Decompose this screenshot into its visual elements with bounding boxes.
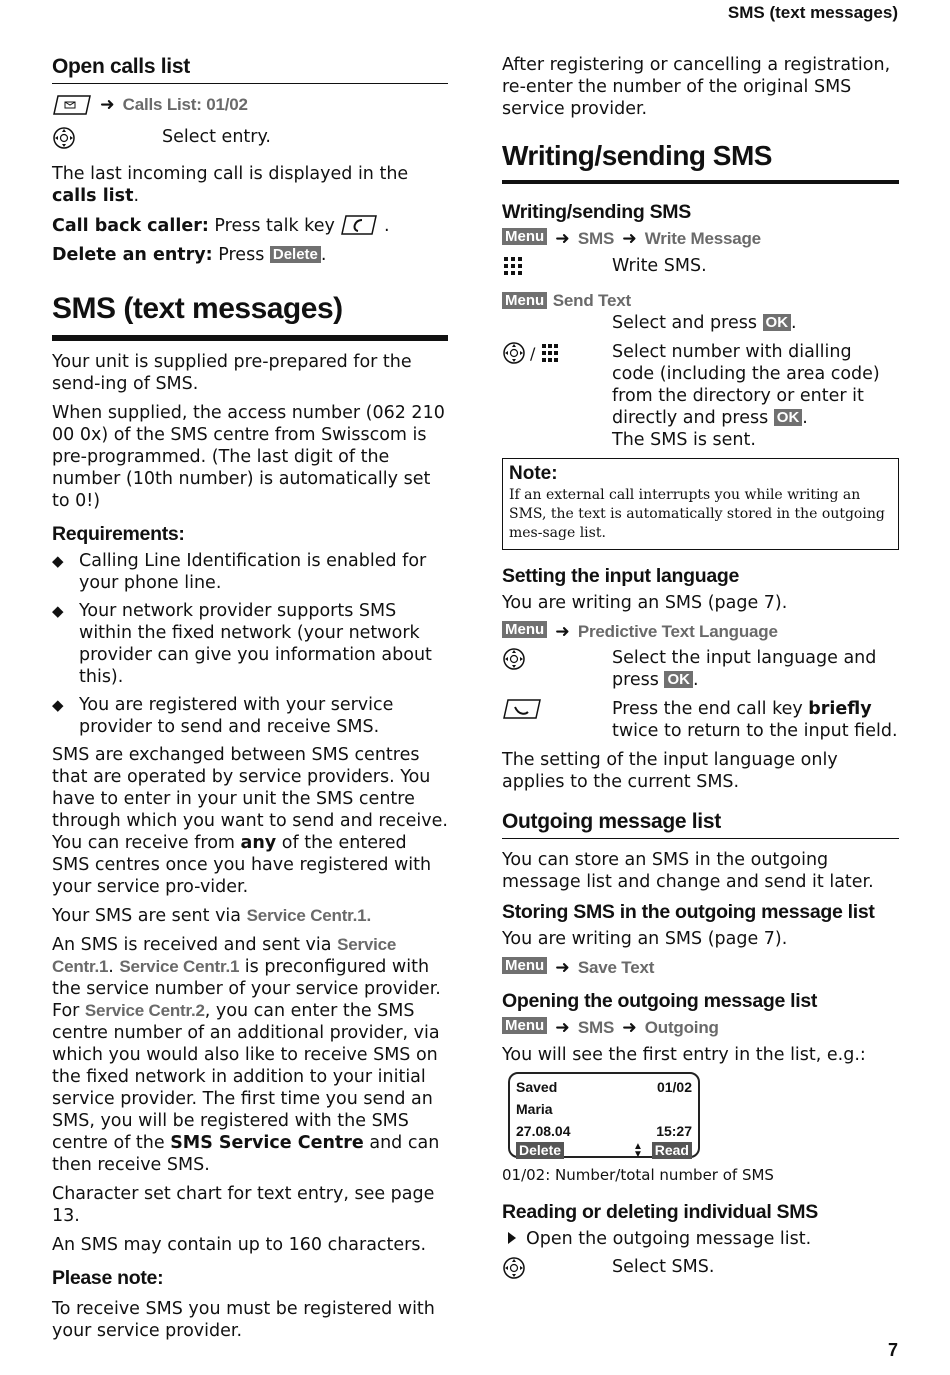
calls-list-menu-item: Calls List: 01/02 [122,95,248,114]
select-language-row: Select the input language and press OK . [502,647,899,691]
input-language-heading: Setting the input language [502,565,740,587]
menu-softkey: Menu [502,957,547,974]
right-column [502,54,899,1293]
outgoing-intro: You can store an SMS in the outgoing message list and change and send it later. [502,850,874,892]
requirements-list [52,550,448,738]
step-triangle-icon [508,1232,516,1244]
list-item: ◆ Your network provider supports SMS within the fixed network (your network provider can give you information about this). [52,600,448,688]
end-call-text-end: twice to return to the input field. [612,721,898,741]
please-note-text: To receive SMS you must be registered with your service provider. [52,1299,435,1341]
control-or-keypad-icon [502,341,612,371]
arrow-icon: ➜ [622,229,637,249]
any-term: any [240,833,277,853]
calls-menu-path [52,94,448,122]
sms-exchange-text: SMS are exchanged between SMS centres that are operated by service providers. You have to enter in your unit the SMS centre through which you want to send and receive. You can receive from [52,745,448,853]
arrow-icon: ➜ [555,1018,570,1038]
display-read-softkey: Read [652,1142,692,1159]
outgoing-menu-item: Outgoing [644,1018,719,1037]
character-set-paragraph: Character set chart for text entry, see page 13. [52,1184,435,1226]
sms-exchange-paragraph [52,744,448,898]
display-delete-softkey: Delete [516,1142,564,1159]
open-calls-heading: Open calls list [52,54,448,84]
display-status: Saved [516,1079,558,1095]
opening-heading: Opening the outgoing message list [502,990,818,1012]
menu-softkey: Menu [502,292,547,309]
write-sms-row [502,255,899,283]
running-title: SMS (text messages) [727,3,898,22]
last-call-period: . [133,186,140,206]
control-key-icon [502,1256,612,1286]
message-key-icon [52,94,92,122]
service-centre-2-term: Service Centr.2 [84,1001,205,1020]
sms-sent-text: The SMS is sent. [612,430,756,450]
sms-intro: Your unit is supplied pre-prepared for the send-ing of SMS. [52,352,412,394]
sms-exchange-text-end: of the entered SMS centres once you have registered with your service pro-vider. [52,833,432,897]
select-sms-text: Select SMS. [612,1257,715,1277]
display-time: 15:27 [656,1123,692,1139]
select-press-text: Select and press [612,313,763,333]
service-centre-text-end: and can then receive SMS. [52,1133,440,1175]
sms-length-paragraph: An SMS may contain up to 160 characters. [52,1235,427,1255]
control-key-icon [502,647,612,677]
writing-sending-subheading: Writing/sending SMS [502,201,691,223]
call-back-paragraph: Call back caller: Press talk key . [52,216,390,236]
list-item: ◆ Calling Line Identification is enabled for your phone line. [52,550,448,594]
call-back-label: Call back caller: [52,216,209,236]
last-call-paragraph [52,163,448,207]
service-centre-text: , you can enter the SMS centre number of an additional provider, via which you would also like to receive SMS on the fixed network in addition to your initial service provider. The first time you send an SMS, you will be registered with the SMS centre of the [52,1001,440,1153]
note-box [502,458,899,550]
display-count: 01/02 [656,1079,692,1095]
control-key-icon [52,126,162,156]
ok-softkey: OK [774,409,803,426]
delete-entry-text: Press [212,245,270,265]
sent-via-paragraph: Your SMS are sent via Service Centr.1. [52,906,371,926]
up-down-icon: ▲ ▼ [632,1140,643,1160]
select-press-row: Select and press OK . [612,313,797,333]
arrow-icon: ➜ [555,622,570,642]
language-applies-text: The setting of the input language only applies to the current SMS. [502,750,838,792]
left-column [52,54,448,1349]
write-message-menu-item: Write Message [644,229,761,248]
first-entry-text: You will see the first entry in the list, e.g.: [502,1045,866,1065]
briefly-term: briefly [808,699,872,719]
end-call-text: Press the end call key [612,699,809,719]
predictive-text-menu-item: Predictive Text Language [577,622,778,641]
select-number-text: Select number with dialling code (including the area code) from the directory or enter it directly and press [612,342,880,428]
select-sms-row [502,1256,899,1286]
note-body: If an external call interrupts you while writing an SMS, the text is automatically stored in the outgoing mes-sage list. [509,487,885,541]
open-list-step [502,1228,899,1250]
service-centre-1-term: Service Centr.1 [246,906,367,925]
sms-service-centre-term: SMS Service Centre [170,1133,364,1153]
sent-via-text: Your SMS are sent via [52,906,247,926]
calls-list-term: calls list [52,186,134,206]
send-text-path [502,290,899,312]
outgoing-list-heading: Outgoing message list [502,809,899,839]
delete-entry-paragraph: Delete an entry: Press Delete . [52,245,327,265]
please-note-heading: Please note: [52,1267,164,1289]
writing-sending-heading: Writing/sending SMS [502,138,899,184]
select-language-text: Select the input language and press [612,648,877,690]
talk-key-icon [340,216,378,236]
arrow-icon: ➜ [555,958,570,978]
delete-entry-label: Delete an entry: [52,245,213,265]
note-title: Note: [509,463,558,484]
predictive-text-path [502,621,899,643]
end-call-key-icon [502,698,612,726]
requirements-heading: Requirements: [52,523,185,545]
display-date: 27.08.04 [516,1123,571,1139]
end-call-row [502,698,899,742]
save-text-menu-item: Save Text [577,958,655,977]
ok-softkey: OK [664,671,693,688]
call-back-text: Press talk key [208,216,335,236]
display-caption: 01/02: Number/total number of SMS [502,1166,774,1184]
storing-heading: Storing SMS in the outgoing message list [502,901,875,923]
delete-softkey: Delete [270,246,321,263]
sms-menu-item: SMS [577,1018,615,1037]
write-sms-text: Write SMS. [612,256,707,276]
arrow-icon: ➜ [622,1018,637,1038]
menu-softkey: Menu [502,621,547,638]
service-centre-1-term: Service Centr.1 [119,957,240,976]
write-message-path [502,228,899,250]
open-list-text: Open the outgoing message list. [526,1229,812,1249]
re-enter-paragraph: After registering or cancelling a registration, re-enter the number of the original SMS service provider. [502,55,891,119]
sms-menu-item: SMS [577,229,615,248]
outgoing-path [502,1017,899,1039]
sms-heading: SMS (text messages) [52,291,448,341]
last-call-text: The last incoming call is displayed in the [52,164,409,184]
arrow-icon: ➜ [555,229,570,249]
sms-access-number: When supplied, the access number (062 210 00 0x) of the SMS centre from Swisscom is pre-programmed. (The last digit of the number (10th number) is automatically set to 0!) [52,403,445,511]
select-number-row: / Select number with dialling code (including the area code) from the directory or enter it directly and press OK . The SMS is sent. [502,341,899,451]
ok-softkey: OK [763,314,792,331]
keypad-icon [502,255,612,283]
service-centre-text: An SMS is received and sent via [52,935,338,955]
writing-sms-text: You are writing an SMS (page 7). [502,929,788,949]
service-centre-1-term: Service Centr.1 [52,935,397,976]
display-name: Maria [516,1101,553,1117]
svg-text:/: / [530,344,536,363]
save-text-path [502,957,899,979]
writing-sms-text: You are writing an SMS (page 7). [502,593,788,613]
page-number: 7 [887,1340,898,1360]
reading-heading: Reading or deleting individual SMS [502,1201,818,1223]
service-centre-paragraph: An SMS is received and sent via Service Centr.1. Service Centr.1 is preconfigured with the service number of your service provider. For Service Centr.2, you can enter the SMS centre number of an additional provider, via which you would also like to receive SMS on the fixed network in addition to your initial service provider. The first time you send an SMS, you will be registered with the SMS centre of the SMS Service Centre and can then receive SMS. [52,935,441,1175]
menu-softkey: Menu [502,1017,547,1034]
arrow-icon: ➜ [100,95,115,115]
list-item: ◆ You are registered with your service provider to send and receive SMS. [52,694,448,738]
phone-display [508,1072,700,1158]
service-centre-text: is preconfigured with the service number of your service provider. For [52,957,441,1021]
send-text-menu-item: Send Text [552,291,631,310]
select-entry-text: Select entry. [162,127,271,147]
menu-softkey: Menu [502,228,547,245]
select-entry-row [52,126,448,156]
